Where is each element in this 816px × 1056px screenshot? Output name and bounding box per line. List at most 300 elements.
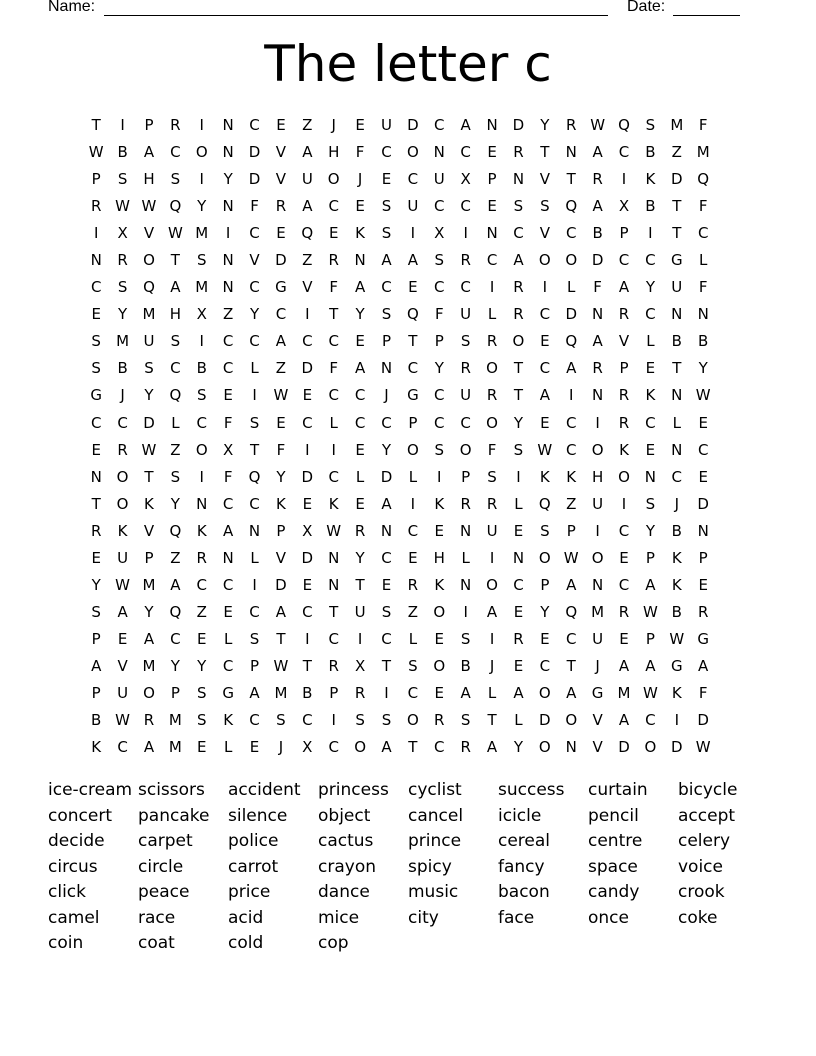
grid-letter[interactable]: T [302, 656, 312, 675]
grid-letter[interactable]: O [116, 467, 129, 486]
grid-letter[interactable]: I [199, 116, 204, 134]
grid-letter[interactable]: I [489, 548, 495, 567]
grid-letter[interactable]: F [223, 413, 233, 432]
grid-letter[interactable]: T [672, 197, 682, 216]
grid-letter[interactable]: S [170, 467, 181, 486]
grid-letter[interactable]: Q [565, 332, 578, 351]
grid-letter[interactable]: Q [169, 602, 182, 621]
grid-letter[interactable]: Y [197, 197, 207, 216]
grid-letter[interactable]: Q [565, 197, 578, 216]
grid-letter[interactable]: N [592, 386, 604, 405]
grid-letter[interactable]: C [460, 413, 471, 432]
grid-letter[interactable]: Y [91, 575, 101, 594]
grid-letter[interactable]: A [566, 359, 577, 378]
grid-letter[interactable]: N [222, 278, 234, 297]
grid-letter[interactable]: P [461, 467, 471, 486]
grid-letter[interactable]: R [143, 711, 155, 730]
grid-letter[interactable]: A [91, 656, 102, 675]
grid-letter[interactable]: O [538, 548, 551, 567]
grid-letter[interactable]: C [434, 386, 445, 405]
grid-letter[interactable]: A [143, 143, 155, 162]
grid-letter[interactable]: X [117, 224, 128, 243]
grid-letter[interactable]: E [91, 548, 101, 567]
grid-letter[interactable]: C [645, 305, 656, 324]
grid-letter[interactable]: W [167, 224, 183, 243]
grid-letter[interactable]: R [460, 738, 471, 757]
grid-letter[interactable]: F [434, 305, 444, 324]
grid-letter[interactable]: E [302, 494, 313, 513]
grid-letter[interactable]: E [540, 332, 550, 351]
grid-letter[interactable]: I [569, 386, 574, 405]
grid-letter[interactable]: K [328, 494, 339, 513]
grid-letter[interactable]: H [169, 305, 181, 324]
grid-letter[interactable]: K [434, 575, 445, 594]
grid-letter[interactable]: E [540, 413, 550, 432]
grid-letter[interactable]: J [384, 386, 389, 405]
grid-letter[interactable]: E [355, 494, 365, 513]
grid-letter[interactable]: C [302, 711, 313, 730]
grid-letter[interactable]: A [143, 629, 155, 648]
grid-letter[interactable]: I [357, 629, 363, 648]
grid-letter[interactable]: P [91, 629, 101, 648]
grid-letter[interactable]: D [248, 170, 261, 189]
grid-letter[interactable]: R [328, 251, 339, 270]
grid-letter[interactable]: B [671, 332, 682, 351]
grid-letter[interactable]: A [275, 332, 287, 351]
grid-letter[interactable]: P [487, 170, 497, 189]
grid-letter[interactable]: T [540, 143, 550, 162]
grid-letter[interactable]: B [302, 683, 313, 702]
grid-letter[interactable]: I [489, 278, 495, 297]
grid-letter[interactable]: Y [144, 602, 154, 621]
grid-letter[interactable]: C [539, 305, 551, 324]
grid-letter[interactable]: X [354, 656, 366, 675]
grid-letter[interactable]: C [407, 521, 419, 540]
grid-letter[interactable]: E [698, 467, 708, 486]
grid-letter[interactable]: K [645, 386, 656, 405]
grid-letter[interactable]: F [593, 278, 602, 297]
grid-letter[interactable]: C [645, 251, 656, 270]
grid-letter[interactable]: V [592, 738, 603, 757]
grid-letter[interactable]: C [302, 602, 313, 621]
grid-letter[interactable]: S [170, 332, 181, 351]
grid-letter[interactable]: O [143, 251, 155, 270]
grid-letter[interactable]: N [697, 305, 709, 324]
grid-letter[interactable]: M [670, 116, 684, 134]
grid-letter[interactable]: E [645, 359, 656, 378]
grid-letter[interactable]: C [407, 359, 419, 378]
grid-letter[interactable]: Y [249, 305, 260, 324]
grid-letter[interactable]: A [566, 575, 577, 594]
grid-letter[interactable]: H [143, 170, 155, 189]
grid-letter[interactable]: C [618, 143, 630, 162]
grid-letter[interactable]: S [91, 332, 101, 351]
grid-letter[interactable]: T [566, 656, 576, 675]
grid-letter[interactable]: C [618, 521, 630, 540]
grid-letter[interactable]: C [645, 413, 656, 432]
grid-letter[interactable]: L [223, 738, 233, 757]
grid-letter[interactable]: Y [144, 386, 154, 405]
grid-letter[interactable]: P [698, 548, 708, 567]
grid-letter[interactable]: I [305, 305, 310, 324]
grid-letter[interactable]: C [249, 494, 260, 513]
grid-letter[interactable]: C [249, 332, 260, 351]
grid-letter[interactable]: O [406, 143, 419, 162]
grid-letter[interactable]: D [275, 251, 287, 270]
grid-letter[interactable]: A [566, 683, 577, 702]
grid-letter[interactable]: D [301, 467, 314, 486]
grid-letter[interactable]: T [566, 170, 576, 189]
grid-letter[interactable]: R [592, 359, 603, 378]
grid-letter[interactable]: T [329, 602, 339, 621]
grid-letter[interactable]: N [328, 575, 340, 594]
grid-letter[interactable]: M [168, 738, 182, 757]
grid-letter[interactable]: W [115, 711, 130, 730]
grid-letter[interactable]: T [249, 440, 260, 459]
grid-letter[interactable]: Y [170, 494, 180, 513]
grid-letter[interactable]: E [276, 413, 286, 432]
grid-letter[interactable]: E [434, 629, 445, 648]
grid-letter[interactable]: C [222, 332, 234, 351]
grid-letter[interactable]: C [328, 467, 339, 486]
grid-letter[interactable]: W [141, 197, 157, 216]
grid-letter[interactable]: Z [407, 602, 419, 621]
grid-letter[interactable]: C [117, 738, 128, 757]
grid-letter[interactable]: I [305, 629, 310, 648]
grid-letter[interactable]: S [196, 386, 207, 405]
grid-letter[interactable]: C [302, 413, 313, 432]
grid-letter[interactable]: L [250, 548, 259, 567]
grid-letter[interactable]: E [197, 629, 207, 648]
grid-letter[interactable]: A [486, 602, 498, 621]
grid-letter[interactable]: B [645, 197, 656, 216]
grid-letter[interactable]: L [514, 494, 523, 513]
grid-letter[interactable]: C [222, 359, 234, 378]
grid-letter[interactable]: I [384, 683, 389, 702]
date-blank-line[interactable] [673, 15, 740, 16]
grid-letter[interactable]: F [698, 278, 708, 297]
grid-letter[interactable]: J [595, 656, 600, 675]
grid-letter[interactable]: Q [565, 602, 578, 621]
grid-letter[interactable]: I [463, 602, 468, 621]
grid-letter[interactable]: D [301, 359, 314, 378]
grid-letter[interactable]: S [434, 251, 445, 270]
grid-letter[interactable]: Z [170, 548, 181, 567]
grid-letter[interactable]: F [223, 467, 233, 486]
grid-letter[interactable]: S [513, 197, 524, 216]
grid-letter[interactable]: S [460, 629, 471, 648]
grid-letter[interactable]: J [331, 116, 336, 134]
grid-letter[interactable]: E [302, 386, 313, 405]
grid-letter[interactable]: U [407, 197, 419, 216]
grid-letter[interactable]: N [354, 251, 366, 270]
grid-letter[interactable]: L [672, 413, 681, 432]
grid-letter[interactable]: B [460, 656, 471, 675]
grid-letter[interactable]: L [487, 683, 497, 702]
grid-letter[interactable]: H [591, 467, 604, 486]
grid-letter[interactable]: E [619, 629, 629, 648]
grid-letter[interactable]: G [222, 683, 234, 702]
grid-letter[interactable]: C [645, 711, 656, 730]
grid-letter[interactable]: C [354, 413, 366, 432]
grid-letter[interactable]: A [592, 143, 603, 162]
grid-letter[interactable]: A [645, 656, 656, 675]
grid-letter[interactable]: T [170, 251, 180, 270]
grid-letter[interactable]: B [117, 359, 128, 378]
grid-letter[interactable]: Y [513, 738, 524, 757]
grid-letter[interactable]: R [618, 305, 630, 324]
grid-letter[interactable]: L [699, 251, 708, 270]
grid-letter[interactable]: S [540, 197, 550, 216]
grid-letter[interactable]: K [619, 440, 629, 459]
grid-letter[interactable]: A [170, 575, 181, 594]
grid-letter[interactable]: U [671, 278, 683, 297]
grid-letter[interactable]: S [196, 683, 207, 702]
grid-letter[interactable]: E [91, 440, 101, 459]
grid-letter[interactable]: R [697, 602, 709, 621]
grid-letter[interactable]: D [539, 711, 551, 730]
grid-letter[interactable]: I [331, 711, 336, 730]
grid-letter[interactable]: E [487, 143, 497, 162]
grid-letter[interactable]: V [143, 521, 155, 540]
grid-letter[interactable]: C [381, 629, 392, 648]
grid-letter[interactable]: D [143, 413, 155, 432]
grid-letter[interactable]: Y [540, 602, 550, 621]
grid-letter[interactable]: Y [513, 413, 524, 432]
grid-letter[interactable]: T [513, 359, 524, 378]
grid-letter[interactable]: F [276, 440, 286, 459]
grid-letter[interactable]: W [326, 521, 342, 540]
grid-letter[interactable]: C [486, 251, 498, 270]
grid-letter[interactable]: I [516, 467, 521, 486]
grid-letter[interactable]: E [698, 413, 708, 432]
grid-letter[interactable]: C [381, 143, 392, 162]
grid-letter[interactable]: L [567, 278, 576, 297]
grid-letter[interactable]: F [698, 683, 708, 702]
grid-letter[interactable]: N [222, 143, 234, 162]
grid-letter[interactable]: Y [355, 305, 365, 324]
grid-letter[interactable]: B [592, 224, 603, 243]
grid-letter[interactable]: W [141, 440, 157, 459]
grid-letter[interactable]: N [222, 116, 234, 134]
grid-letter[interactable]: T [513, 386, 524, 405]
grid-letter[interactable]: O [565, 251, 578, 270]
grid-letter[interactable]: D [671, 738, 683, 757]
grid-letter[interactable]: A [143, 738, 155, 757]
grid-letter[interactable]: U [143, 332, 155, 351]
grid-letter[interactable]: A [354, 278, 366, 297]
grid-letter[interactable]: E [434, 521, 445, 540]
grid-letter[interactable]: J [278, 738, 284, 757]
grid-letter[interactable]: C [407, 683, 419, 702]
grid-letter[interactable]: N [460, 521, 472, 540]
grid-letter[interactable]: L [250, 359, 259, 378]
grid-letter[interactable]: R [354, 683, 366, 702]
grid-letter[interactable]: U [117, 548, 129, 567]
grid-letter[interactable]: I [621, 494, 627, 513]
grid-letter[interactable]: J [357, 170, 363, 189]
grid-letter[interactable]: Z [196, 602, 207, 621]
grid-letter[interactable]: K [355, 224, 366, 243]
grid-letter[interactable]: N [196, 494, 208, 513]
grid-letter[interactable]: Z [302, 116, 313, 134]
grid-letter[interactable]: D [301, 548, 314, 567]
grid-letter[interactable]: I [305, 440, 310, 459]
grid-letter[interactable]: M [696, 143, 710, 162]
grid-letter[interactable]: N [380, 359, 393, 378]
grid-letter[interactable]: D [275, 575, 287, 594]
grid-letter[interactable]: T [381, 656, 392, 675]
grid-letter[interactable]: I [252, 575, 257, 594]
grid-letter[interactable]: A [698, 656, 709, 675]
grid-letter[interactable]: N [565, 738, 577, 757]
grid-letter[interactable]: T [408, 738, 418, 757]
grid-letter[interactable]: F [698, 116, 708, 134]
grid-letter[interactable]: C [249, 602, 260, 621]
grid-letter[interactable]: Y [645, 278, 655, 297]
grid-letter[interactable]: T [329, 305, 339, 324]
grid-letter[interactable]: B [91, 711, 102, 730]
grid-letter[interactable]: N [222, 548, 234, 567]
grid-letter[interactable]: U [486, 521, 498, 540]
grid-letter[interactable]: P [250, 656, 260, 675]
grid-letter[interactable]: G [90, 386, 102, 405]
grid-letter[interactable]: U [117, 683, 129, 702]
grid-letter[interactable]: N [328, 548, 340, 567]
grid-letter[interactable]: E [408, 278, 418, 297]
grid-letter[interactable]: V [275, 170, 287, 189]
grid-letter[interactable]: I [648, 224, 653, 243]
grid-letter[interactable]: G [670, 656, 683, 675]
grid-letter[interactable]: G [670, 251, 683, 270]
grid-letter[interactable]: M [142, 575, 156, 594]
grid-letter[interactable]: D [671, 170, 683, 189]
grid-letter[interactable]: Y [645, 521, 655, 540]
grid-letter[interactable]: Z [223, 305, 234, 324]
grid-letter[interactable]: Z [275, 359, 287, 378]
grid-letter[interactable]: G [407, 386, 419, 405]
grid-letter[interactable]: A [460, 116, 471, 134]
grid-letter[interactable]: F [355, 143, 365, 162]
grid-letter[interactable]: E [223, 602, 233, 621]
grid-letter[interactable]: I [410, 494, 416, 513]
grid-letter[interactable]: Y [223, 170, 233, 189]
grid-letter[interactable]: O [354, 738, 366, 757]
grid-letter[interactable]: I [489, 629, 495, 648]
grid-letter[interactable]: Q [618, 116, 630, 134]
grid-letter[interactable]: Q [169, 197, 182, 216]
grid-letter[interactable]: A [302, 143, 313, 162]
grid-letter[interactable]: R [460, 359, 471, 378]
grid-letter[interactable]: S [355, 711, 365, 730]
grid-letter[interactable]: V [618, 332, 630, 351]
grid-letter[interactable]: C [90, 413, 102, 432]
grid-letter[interactable]: E [328, 224, 339, 243]
grid-letter[interactable]: N [671, 305, 683, 324]
grid-letter[interactable]: W [115, 197, 130, 216]
grid-letter[interactable]: A [486, 738, 498, 757]
grid-letter[interactable]: C [328, 197, 339, 216]
grid-letter[interactable]: X [434, 224, 445, 243]
grid-letter[interactable]: A [513, 683, 524, 702]
grid-letter[interactable]: W [695, 738, 711, 757]
grid-letter[interactable]: C [671, 467, 683, 486]
grid-letter[interactable]: L [408, 629, 418, 648]
grid-letter[interactable]: C [328, 386, 339, 405]
grid-letter[interactable]: D [407, 116, 419, 134]
grid-letter[interactable]: K [144, 494, 154, 513]
grid-letter[interactable]: C [618, 251, 630, 270]
grid-letter[interactable]: C [222, 494, 234, 513]
grid-letter[interactable]: N [90, 251, 102, 270]
grid-letter[interactable]: C [196, 413, 207, 432]
grid-letter[interactable]: Q [301, 224, 314, 243]
grid-letter[interactable]: C [565, 224, 577, 243]
grid-letter[interactable]: S [196, 711, 207, 730]
grid-letter[interactable]: O [512, 332, 525, 351]
grid-letter[interactable]: R [196, 548, 207, 567]
grid-letter[interactable]: N [644, 467, 657, 486]
grid-letter[interactable]: N [486, 116, 498, 134]
grid-letter[interactable]: C [170, 629, 181, 648]
grid-letter[interactable]: S [540, 521, 550, 540]
grid-letter[interactable]: C [565, 440, 577, 459]
grid-letter[interactable]: W [642, 602, 658, 621]
grid-letter[interactable]: S [196, 251, 207, 270]
grid-letter[interactable]: E [355, 197, 365, 216]
grid-letter[interactable]: V [249, 251, 260, 270]
grid-letter[interactable]: O [486, 413, 498, 432]
grid-letter[interactable]: Y [118, 305, 128, 324]
grid-letter[interactable]: T [487, 711, 497, 730]
grid-letter[interactable]: R [170, 116, 181, 134]
grid-letter[interactable]: P [408, 413, 418, 432]
grid-letter[interactable]: C [513, 575, 524, 594]
grid-letter[interactable]: O [459, 440, 472, 459]
grid-letter[interactable]: E [355, 116, 365, 134]
grid-letter[interactable]: W [669, 629, 685, 648]
grid-letter[interactable]: V [539, 224, 550, 243]
grid-letter[interactable]: P [645, 629, 655, 648]
grid-letter[interactable]: E [355, 440, 365, 459]
grid-letter[interactable]: U [354, 602, 366, 621]
grid-letter[interactable]: G [591, 683, 604, 702]
grid-letter[interactable]: M [274, 683, 288, 702]
grid-letter[interactable]: N [486, 224, 498, 243]
grid-letter[interactable]: M [195, 278, 209, 297]
grid-letter[interactable]: C [249, 224, 260, 243]
grid-letter[interactable]: O [538, 683, 551, 702]
grid-letter[interactable]: R [566, 116, 577, 134]
grid-letter[interactable]: N [512, 548, 525, 567]
grid-letter[interactable]: N [512, 170, 525, 189]
grid-letter[interactable]: Q [248, 467, 261, 486]
grid-letter[interactable]: A [170, 278, 181, 297]
grid-letter[interactable]: K [276, 494, 286, 513]
grid-letter[interactable]: E [223, 386, 233, 405]
grid-letter[interactable]: Y [434, 359, 444, 378]
grid-letter[interactable]: S [381, 711, 392, 730]
grid-letter[interactable]: U [381, 116, 392, 134]
grid-letter[interactable]: D [697, 494, 709, 513]
grid-letter[interactable]: A [407, 251, 419, 270]
grid-letter[interactable]: A [460, 683, 471, 702]
grid-letter[interactable]: R [90, 521, 102, 540]
grid-letter[interactable]: R [354, 521, 366, 540]
grid-letter[interactable]: U [460, 386, 472, 405]
grid-letter[interactable]: A [592, 332, 603, 351]
grid-letter[interactable]: E [381, 575, 392, 594]
